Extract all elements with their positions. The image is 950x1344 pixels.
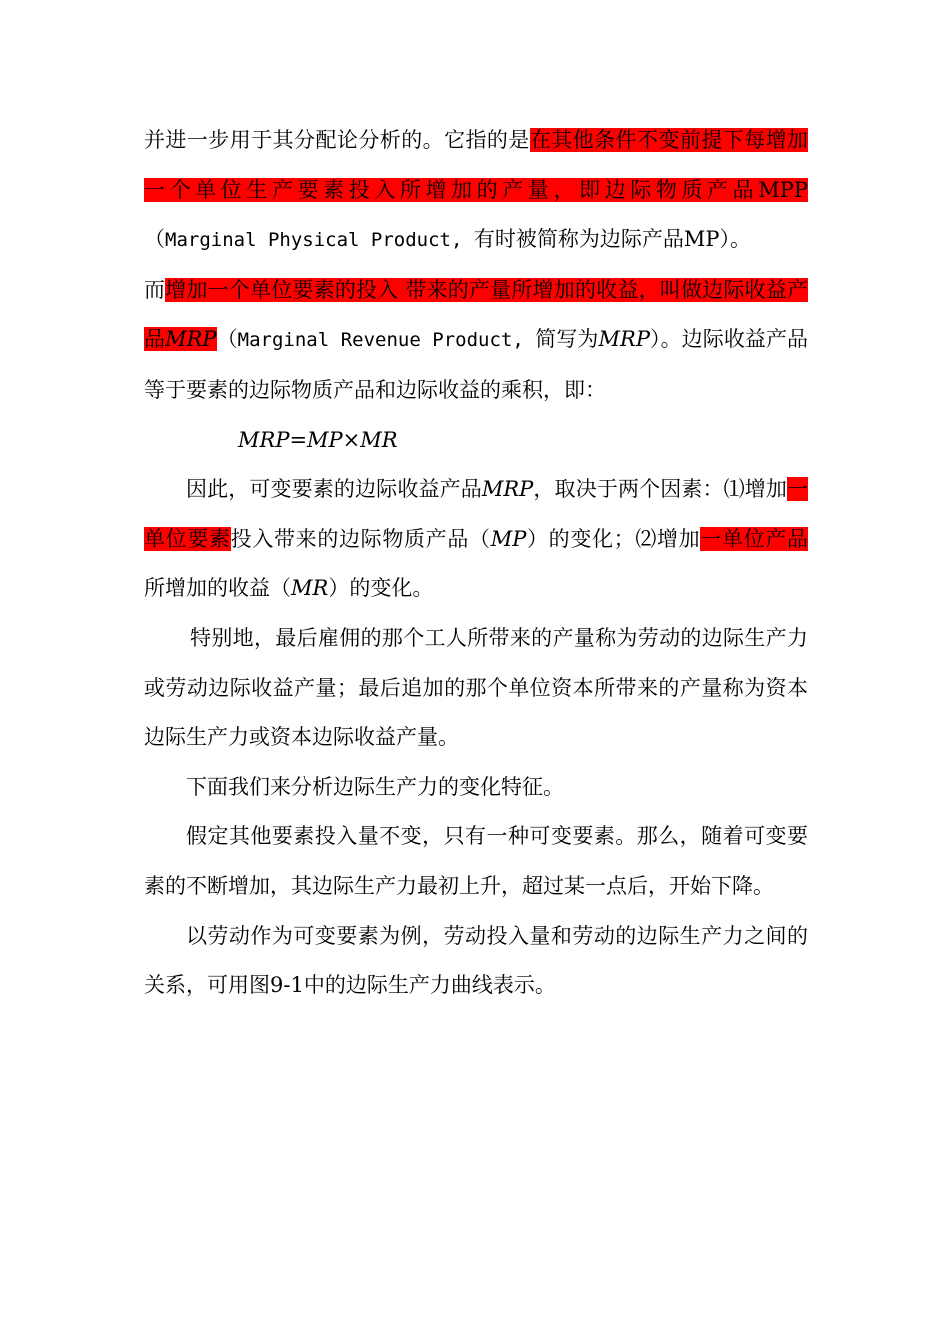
- abbreviation: MRP: [598, 327, 650, 352]
- text-run: ，取决于两个因素：⑴增加: [533, 477, 788, 502]
- abbreviation: MP: [490, 526, 527, 551]
- highlighted-text: 在其他条件不变前提下每增加一个单位生产要素投入所增加的产量，即边际物质产品MPP: [144, 128, 809, 202]
- text-run: ）的变化。: [328, 576, 434, 601]
- text-run: ）。边际收益产品等于要素的边际物质产品和边际收益的乘积，即：: [144, 327, 809, 402]
- paragraph-marginal-productivity: 特别地，最后雇佣的那个工人所带来的产量称为劳动的边际生产力或劳动边际收益产量；最后追加的那个单位资本所带来的产量称为资本边际生产力或资本边际收益产量。: [144, 625, 808, 750]
- formula: MRP=MP×MR: [238, 427, 398, 452]
- body-text: [144, 116, 808, 1011]
- text-run: 并进一步用于其分配论分析的。它指的是: [144, 128, 530, 152]
- text-run: 简写为: [535, 327, 599, 352]
- abbreviation: MRP: [165, 327, 217, 352]
- text-run: 而: [144, 277, 166, 302]
- highlighted-text: 一单位要素: [144, 477, 809, 551]
- text-run: 因此，可变要素的边际收益产品: [186, 477, 482, 502]
- paragraph-two-factors: [144, 465, 808, 614]
- paragraph-mpp-definition: [144, 116, 808, 266]
- abbreviation: MRP: [481, 477, 534, 502]
- paragraph-labor-example: 以劳动作为可变要素为例，劳动投入量和劳动的边际生产力之间的关系，可用图9-1中的边际生产力曲线表示。: [144, 923, 808, 998]
- highlighted-text: 一单位产品: [700, 526, 809, 551]
- text-run: 增加一个单位要素的投入 带来的产量所增加的收益，叫做边际收益产品: [144, 277, 809, 352]
- abbreviation: MR: [291, 576, 329, 601]
- text-run: （: [144, 227, 165, 252]
- paragraph-mrp-definition: [144, 266, 808, 416]
- paragraph-analysis-intro: 下面我们来分析边际生产力的变化特征。: [186, 774, 564, 799]
- text-run: 有时被简称为边际产品MP）。: [473, 227, 751, 252]
- text-run: ）的变化；⑵增加: [526, 526, 701, 551]
- paragraph-assumption: 假定其他要素投入量不变，只有一种可变要素。那么，随着可变要素的不断增加，其边际生产力最初上升，超过某一点后，开始下降。: [144, 824, 808, 898]
- text-run: 投入带来的边际物质产品（: [230, 526, 491, 551]
- english-term: Marginal Physical Product,: [165, 229, 474, 252]
- english-term: Marginal Revenue Product,: [237, 329, 536, 352]
- text-run: （: [216, 327, 238, 352]
- text-run: 所增加的收益（: [144, 576, 291, 601]
